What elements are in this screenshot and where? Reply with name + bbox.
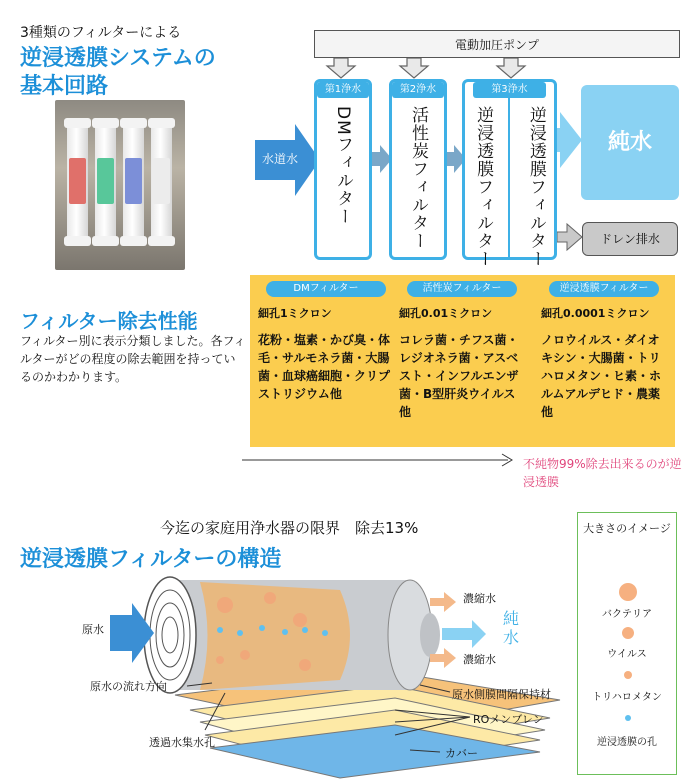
particle xyxy=(217,597,233,613)
perf-card-1 xyxy=(250,275,402,447)
perf-card-3 xyxy=(533,275,675,447)
removal-note: 不純物99%除去出来るのが逆浸透膜 xyxy=(523,457,682,489)
pump-down-arrows xyxy=(327,58,525,78)
intro-text: 3種類のフィルターによる xyxy=(20,25,182,41)
stage-2-box xyxy=(389,79,447,260)
stage-3-label: 第3浄水 xyxy=(473,82,546,98)
particle xyxy=(299,659,311,671)
bacteria-dot xyxy=(619,583,637,601)
concentrate-top-label: 濃縮水 xyxy=(463,592,496,605)
perf-card-1-list: 花粉・塩素・かび臭・体毛・サルモネラ菌・大腸菌・血球癌細胞・クリプストリジウム他 xyxy=(258,333,391,401)
drain-arrow xyxy=(557,224,582,250)
removal-arrow xyxy=(240,452,520,468)
perf-card-3-list: ノロウイルス・ダイオキシン・大腸菌・トリハロメタン・ヒ素・ホルムアルデヒド・農薬他 xyxy=(541,333,662,419)
main-title-line1: 逆浸透膜システムの xyxy=(20,45,216,71)
legend-bacteria: バクテリア xyxy=(602,609,652,620)
legend-ro-pore: 逆浸透膜の孔 xyxy=(597,737,657,748)
raw-water-label: 原水 xyxy=(82,623,104,636)
perf-card-2-label: 活性炭フィルター xyxy=(407,281,517,297)
cylinder-outlet xyxy=(420,613,440,657)
particle xyxy=(293,613,307,627)
limit-text: 今迄の家庭用浄水器の限界 除去13% xyxy=(160,519,419,537)
ro-pore-dot xyxy=(625,715,631,721)
stage-3-name-2: 逆浸透膜フィルター xyxy=(525,106,546,268)
stage-2-name: 活性炭フィルター xyxy=(408,106,428,250)
perf-card-2 xyxy=(391,275,533,447)
perf-title: フィルター除去性能 xyxy=(20,309,198,333)
ro-membrane-label: ROメンブレン xyxy=(473,713,544,726)
stage-3-box xyxy=(462,79,557,268)
virus-dot xyxy=(622,627,634,639)
flow-direction-label: 原水の流れ方向 xyxy=(90,680,167,693)
pump-box: 電動加圧ポンプ xyxy=(314,30,680,58)
concentrate-bottom-label: 濃縮水 xyxy=(463,653,496,666)
stage-2-label: 第2浄水 xyxy=(392,82,444,98)
tap-water-label: 水道水 xyxy=(262,152,299,166)
collect-hole-label: 透過水集水孔 xyxy=(149,736,215,749)
concentrate-arrow-top xyxy=(430,592,456,612)
stage-3-name-1: 逆浸透膜フィルター xyxy=(473,106,494,268)
stage-1-name: DMフィルター xyxy=(333,106,353,226)
stage-1-label: 第1浄水 xyxy=(317,82,369,98)
perf-card-1-label: DMフィルター xyxy=(266,281,386,297)
pure-out-label: 純水 xyxy=(502,609,519,647)
particle xyxy=(216,656,224,664)
main-title-line2: 基本回路 xyxy=(20,73,109,99)
stage-1-box xyxy=(314,79,372,260)
size-legend xyxy=(577,512,677,775)
perf-card-3-label: 逆浸透膜フィルター xyxy=(549,281,659,297)
perf-description: フィルター別に表示分類しました。各フィルターがどの程度の除去範囲を持っているのかわかります。 xyxy=(20,334,246,384)
perf-card-1-pore: 細孔1ミクロン xyxy=(258,307,332,320)
spacer-label: 原水側膜間隔保持材 xyxy=(452,688,551,701)
particle xyxy=(264,592,276,604)
particle xyxy=(240,650,250,660)
cover-label: カバー xyxy=(445,747,478,760)
legend-trihalomethane: トリハロメタン xyxy=(592,692,662,703)
trihalomethane-dot xyxy=(624,671,632,679)
stage-3-divider xyxy=(508,98,510,258)
legend-virus: ウイルス xyxy=(607,649,647,660)
perf-card-2-list: コレラ菌・チフス菌・レジオネラ菌・アスベスト・インフルエンザ菌・B型肝炎ウイルス他 xyxy=(399,333,519,419)
legend-header: 大きさのイメージ xyxy=(583,522,671,535)
structure-title: 逆浸透膜フィルターの構造 xyxy=(20,546,282,572)
drain-box: ドレン排水 xyxy=(582,222,678,256)
pure-water-box: 純水 xyxy=(581,85,679,200)
perf-card-2-pore: 細孔0.01ミクロン xyxy=(399,307,493,320)
perf-card-3-pore: 細孔0.0001ミクロン xyxy=(541,307,650,320)
pure-out-arrow xyxy=(442,620,486,648)
